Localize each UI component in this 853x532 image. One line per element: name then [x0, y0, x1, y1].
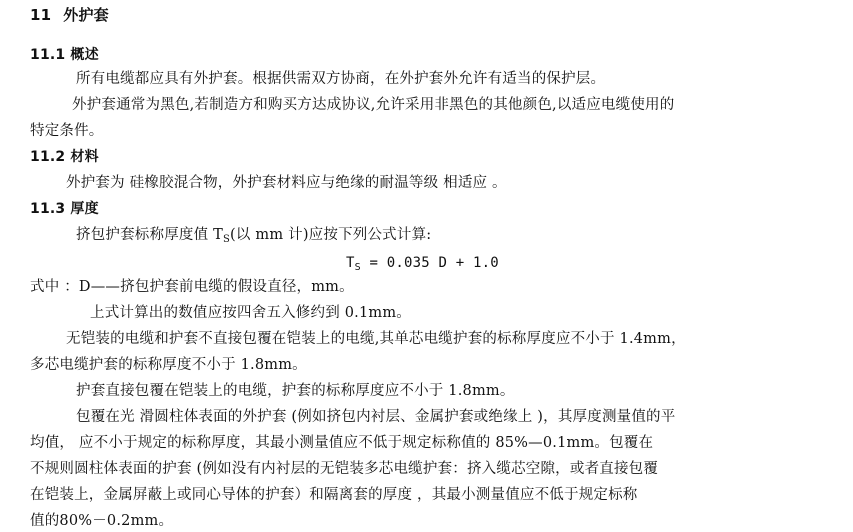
section-heading: [30, 6, 109, 24]
measurement-rule-line-1: 包覆在光 滑圆柱体表面的外护套 (例如挤包内衬层、金属护套或绝缘上 )，其厚度测量值的平: [76, 409, 676, 425]
unarmored-requirement-line-1: 无铠装的电缆和护套不直接包覆在铠装上的电缆,其单芯电缆护套的标称厚度应不小于 1.4mm，: [66, 331, 686, 347]
measurement-rule-line-4: 在铠装上，金属屏蔽上或同心导体的护套）和隔离套的厚度 ，其最小测量值应不低于规定标称: [30, 487, 638, 503]
subsection-heading-thickness: 11.3 厚度: [30, 201, 99, 217]
subsection-heading-material: 11.2 材料: [30, 149, 99, 165]
thickness-intro-text: 挤包护套标称厚度值 T: [76, 227, 223, 243]
measurement-rule-line-5: 值的80%－0.2mm。: [30, 513, 174, 529]
material-paragraph: 外护套为 硅橡胶混合物，外护套材料应与绝缘的耐温等级 相适应 。: [66, 175, 507, 191]
thickness-formula: [346, 254, 499, 272]
formula-expression: = 0.035 D + 1.0: [360, 255, 499, 271]
overview-paragraph-2-line-2: 特定条件。: [30, 123, 104, 139]
formula-variable-definition: 式中 ：D——挤包护套前电缆的假设直径，mm。: [30, 279, 354, 295]
armored-requirement: 护套直接包覆在铠装上的电缆，护套的标称厚度应不小于 1.8mm。: [76, 383, 515, 399]
section-number: 11: [30, 6, 52, 24]
unarmored-requirement-line-2: 多芯电缆护套的标称厚度不小于 1.8mm。: [30, 357, 307, 373]
subsection-heading-overview: 11.1 概述: [30, 47, 99, 63]
overview-paragraph-1: 所有电缆都应具有外护套。根据供需双方协商，在外护套外允许有适当的保护层。: [76, 71, 606, 87]
overview-paragraph-2-line-1: 外护套通常为黑色,若制造方和购买方达成协议,允许采用非黑色的其他颜色,以适应电缆使用的: [72, 97, 675, 113]
formula-symbol: T: [346, 255, 355, 271]
thickness-intro-tail: (以 mm 计)应按下列公式计算:: [230, 227, 432, 243]
section-title: 外护套: [63, 6, 109, 24]
formula-subscript: S: [354, 262, 361, 273]
measurement-rule-line-3: 不规则圆柱体表面的护套 (例如没有内衬层的无铠装多芯电缆护套：挤入缆芯空隙，或者直接包覆: [30, 461, 659, 477]
measurement-rule-line-2: 均值， 应不小于规定的标称厚度，其最小测量值应不低于规定标称值的 85%—0.1mm。包覆在: [30, 435, 654, 451]
thickness-intro-subscript: S: [222, 234, 231, 245]
thickness-intro: [76, 226, 431, 244]
rounding-rule: 上式计算出的数值应按四舍五入修约到 0.1mm。: [90, 305, 411, 321]
